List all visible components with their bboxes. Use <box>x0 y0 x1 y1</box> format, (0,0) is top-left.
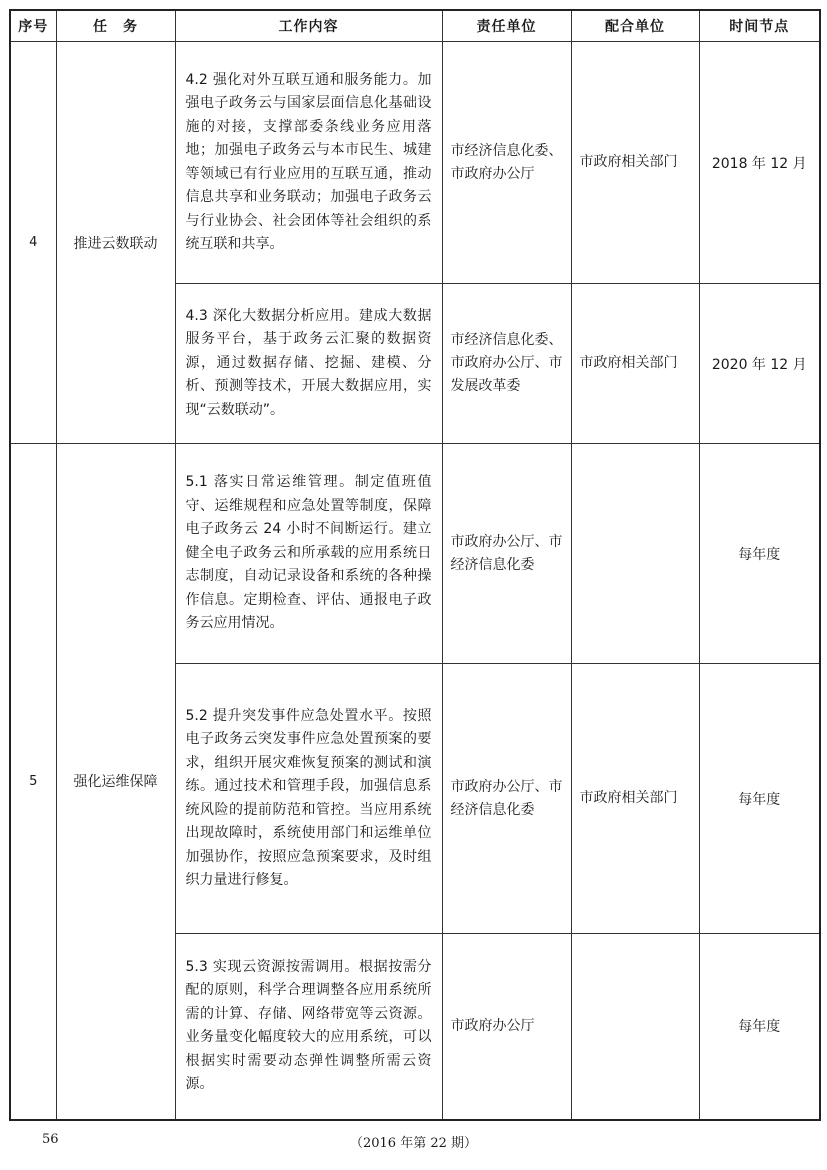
cooperating-unit: 市政府相关部门 <box>571 42 699 284</box>
responsible-unit: 市经济信息化委、市政府办公厅、市发展改革委 <box>442 284 571 444</box>
responsible-unit: 市政府办公厅、市经济信息化委 <box>442 664 571 934</box>
deadline: 2020 年 12 月 <box>699 284 820 444</box>
page-number: 56 <box>42 1132 59 1147</box>
work-content: 4.2 强化对外互联互通和服务能力。加强电子政务云与国家层面信息化基础设施的对接，支撑部委条线业务应用落地；加强电子政务云与本市民生、城建等领域已有行业应用的互联互通，推动信息共享和业务联动；加强电子政务云与行业协会、社会团体等社会组织的系统互联和共享。 <box>175 42 442 284</box>
cooperating-unit <box>571 444 699 664</box>
deadline: 2018 年 12 月 <box>699 42 820 284</box>
responsible-unit: 市政府办公厅、市经济信息化委 <box>442 444 571 664</box>
cooperating-unit <box>571 934 699 1120</box>
cooperating-unit: 市政府相关部门 <box>571 664 699 934</box>
table-header-row <box>10 10 820 42</box>
responsible-unit: 市政府办公厅 <box>442 934 571 1120</box>
task-name: 推进云数联动 <box>56 42 175 444</box>
work-content: 4.3 深化大数据分析应用。建成大数据服务平台，基于政务云汇聚的数据资源，通过数据存储、挖掘、建模、分析、预测等技术，开展大数据应用，实现“云数联动”。 <box>175 284 442 444</box>
header-cooperating: 配合单位 <box>571 10 699 42</box>
work-content: 5.3 实现云资源按需调用。根据按需分配的原则，科学合理调整各应用系统所需的计算、存储、网络带宽等云资源。业务量变化幅度较大的应用系统，可以根据实时需要动态弹性调整所需云资源。 <box>175 934 442 1120</box>
row-number: 4 <box>10 42 56 444</box>
header-content: 工作内容 <box>175 10 442 42</box>
task-name: 强化运维保障 <box>56 444 175 1120</box>
row-number: 5 <box>10 444 56 1120</box>
header-deadline: 时间节点 <box>699 10 820 42</box>
deadline: 每年度 <box>699 664 820 934</box>
issue-label: （2016 年第 22 期） <box>349 1136 478 1151</box>
responsible-unit: 市经济信息化委、市政府办公厅 <box>442 42 571 284</box>
cooperating-unit: 市政府相关部门 <box>571 284 699 444</box>
header-task: 任 务 <box>56 10 175 42</box>
deadline: 每年度 <box>699 444 820 664</box>
deadline: 每年度 <box>699 934 820 1120</box>
table-row <box>10 42 820 284</box>
table-row <box>10 444 820 664</box>
header-responsible: 责任单位 <box>442 10 571 42</box>
work-content: 5.2 提升突发事件应急处置水平。按照电子政务云突发事件应急处置预案的要求，组织开展灾难恢复预案的测试和演练。通过技术和管理手段，加强信息系统风险的提前防范和管控。当应用系统出现故障时，系统使用部门和运维单位加强协作，按照应急预案要求，及时组织力量进行修复。 <box>175 664 442 934</box>
work-content: 5.1 落实日常运维管理。制定值班值守、运维规程和应急处置等制度，保障电子政务云 24 小时不间断运行。建立健全电子政务云和所承载的应用系统日志制度，自动记录设备和系统的各种操作信息。定期检查、评估、通报电子政务云应用情况。 <box>175 444 442 664</box>
task-table <box>9 9 821 1121</box>
header-no: 序号 <box>10 10 56 42</box>
